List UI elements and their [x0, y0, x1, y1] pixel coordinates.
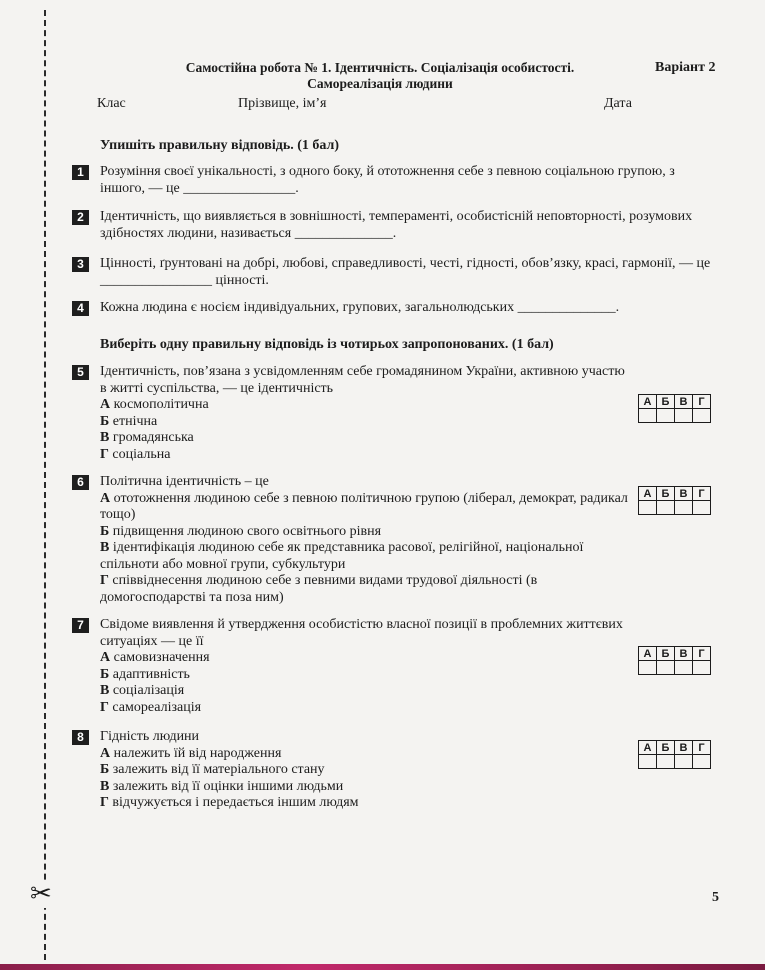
- question-number-badge: 4: [72, 301, 89, 316]
- answer-cell[interactable]: [657, 661, 675, 675]
- answer-header: В: [675, 395, 693, 409]
- answer-cell[interactable]: [693, 501, 711, 515]
- options-list: [100, 397, 632, 463]
- answer-cell[interactable]: [639, 409, 657, 423]
- name-label: Прізвище, ім’я: [238, 96, 327, 111]
- question-text: Розуміння своєї унікальності, з одного боку, й ототожнення себе з певною соціальною групою, з іншого, — це ________________.: [100, 164, 675, 196]
- question-6: [72, 474, 632, 606]
- question-number-badge: 6: [72, 475, 89, 490]
- question-text: Гідність людини: [100, 729, 200, 744]
- answer-grid-6: [638, 486, 711, 515]
- answer-header: Г: [693, 395, 711, 409]
- answer-header: В: [675, 487, 693, 501]
- answer-header: Б: [657, 395, 675, 409]
- cut-line: [44, 10, 46, 960]
- answer-header: Г: [693, 647, 711, 661]
- title-line-2: Самореалізація людини: [307, 76, 453, 91]
- answer-header: А: [639, 741, 657, 755]
- answer-cell[interactable]: [675, 501, 693, 515]
- answer-header: В: [675, 741, 693, 755]
- section2-instruction: Виберіть одну правильну відповідь із чотирьох запропонованих. (1 бал): [100, 337, 554, 352]
- question-number-badge: 5: [72, 365, 89, 380]
- answer-cell[interactable]: [693, 755, 711, 769]
- option-c: В залежить від її оцінки іншими людьми: [100, 778, 344, 794]
- question-2: [72, 209, 722, 242]
- answer-cell[interactable]: [639, 755, 657, 769]
- answer-cell[interactable]: [657, 501, 675, 515]
- question-text: Ідентичність, що виявляється в зовнішності, темпераменті, особистісній неповторності, розумових здібностях людини, називається ______________.: [100, 209, 693, 241]
- answer-header: В: [675, 647, 693, 661]
- option-a: А космополітична: [100, 397, 209, 412]
- class-label: Клас: [97, 96, 126, 111]
- question-number-badge: 2: [72, 210, 89, 225]
- option-d: Г самореалізація: [100, 699, 202, 715]
- option-b: Б підвищення людиною свого освітнього рівня: [100, 523, 382, 539]
- answer-header: А: [639, 395, 657, 409]
- answer-cell[interactable]: [639, 501, 657, 515]
- answer-grid-7: [638, 646, 711, 675]
- option-a: А ототожнення людиною себе з певною політичною групою (ліберал, демократ, радикал тощо): [100, 490, 628, 522]
- title-line-1: Самостійна робота № 1. Ідентичність. Соціалізація особистості.: [185, 60, 575, 75]
- answer-cell[interactable]: [657, 755, 675, 769]
- question-7: [72, 617, 632, 716]
- question-text: Кожна людина є носієм індивідуальних, групових, загальнолюдських ______________.: [100, 300, 620, 315]
- option-d: Г соціальна: [100, 446, 171, 462]
- answer-cell[interactable]: [675, 661, 693, 675]
- answer-header: Б: [657, 647, 675, 661]
- question-number-badge: 7: [72, 618, 89, 633]
- option-a: А належить їй від народження: [100, 745, 282, 761]
- answer-cell[interactable]: [675, 409, 693, 423]
- question-text: Свідоме виявлення й утвердження особистістю власної позиції в проблемних життєвих ситуаціях — це її: [100, 617, 623, 649]
- section1-instruction: Упишіть правильну відповідь. (1 бал): [100, 138, 340, 153]
- option-d: Г співвіднесення людиною себе з певними видами трудової діяльності (в домогосподарстві та поза ним): [100, 573, 538, 605]
- answer-cell[interactable]: [639, 661, 657, 675]
- question-4: [72, 300, 722, 317]
- page-number: 5: [712, 890, 719, 905]
- answer-header: Г: [693, 487, 711, 501]
- question-8: [72, 729, 632, 812]
- variant-label: Варіант 2: [655, 60, 716, 75]
- answer-cell[interactable]: [693, 409, 711, 423]
- option-c: В ідентифікація людиною себе як представника расової, релігійної, національної спільноти або мовної групи, субкультури: [100, 540, 584, 572]
- answer-header: Б: [657, 741, 675, 755]
- answer-header: А: [639, 487, 657, 501]
- option-a: А самовизначення: [100, 650, 210, 665]
- options-list: [100, 746, 632, 812]
- page-title: [130, 60, 630, 92]
- answer-header: А: [639, 647, 657, 661]
- answer-cell[interactable]: [693, 661, 711, 675]
- question-text: Політична ідентичність – це: [100, 474, 269, 489]
- question-number-badge: 1: [72, 165, 89, 180]
- answer-cell[interactable]: [675, 755, 693, 769]
- option-b: Б етнічна: [100, 413, 158, 429]
- date-label: Дата: [604, 96, 632, 111]
- option-b: Б адаптивність: [100, 666, 190, 682]
- option-d: Г відчужується і передається іншим людям: [100, 795, 359, 810]
- options-list: [100, 491, 632, 607]
- question-number-badge: 3: [72, 257, 89, 272]
- answer-header: Г: [693, 741, 711, 755]
- question-3: [72, 256, 722, 289]
- answer-header: Б: [657, 487, 675, 501]
- question-text: Цінності, ґрунтовані на добрі, любові, справедливості, честі, гідності, обов’язку, красі, гармонії, — це ________________ цінності.: [100, 256, 711, 288]
- answer-grid-5: [638, 394, 711, 423]
- answer-cell[interactable]: [657, 409, 675, 423]
- scissors-icon: ✂: [30, 879, 52, 909]
- question-text: Ідентичність, пов’язана з усвідомленням себе громадянином України, активною участю в житті суспільства, — це ідентичність: [100, 364, 625, 396]
- option-b: Б залежить від її матеріального стану: [100, 762, 325, 777]
- question-5: [72, 364, 632, 463]
- question-number-badge: 8: [72, 730, 89, 745]
- option-c: В громадянська: [100, 430, 194, 445]
- question-1: [72, 164, 722, 197]
- bottom-color-strip: [0, 964, 765, 970]
- options-list: [100, 650, 632, 716]
- option-c: В соціалізація: [100, 683, 185, 698]
- answer-grid-8: [638, 740, 711, 769]
